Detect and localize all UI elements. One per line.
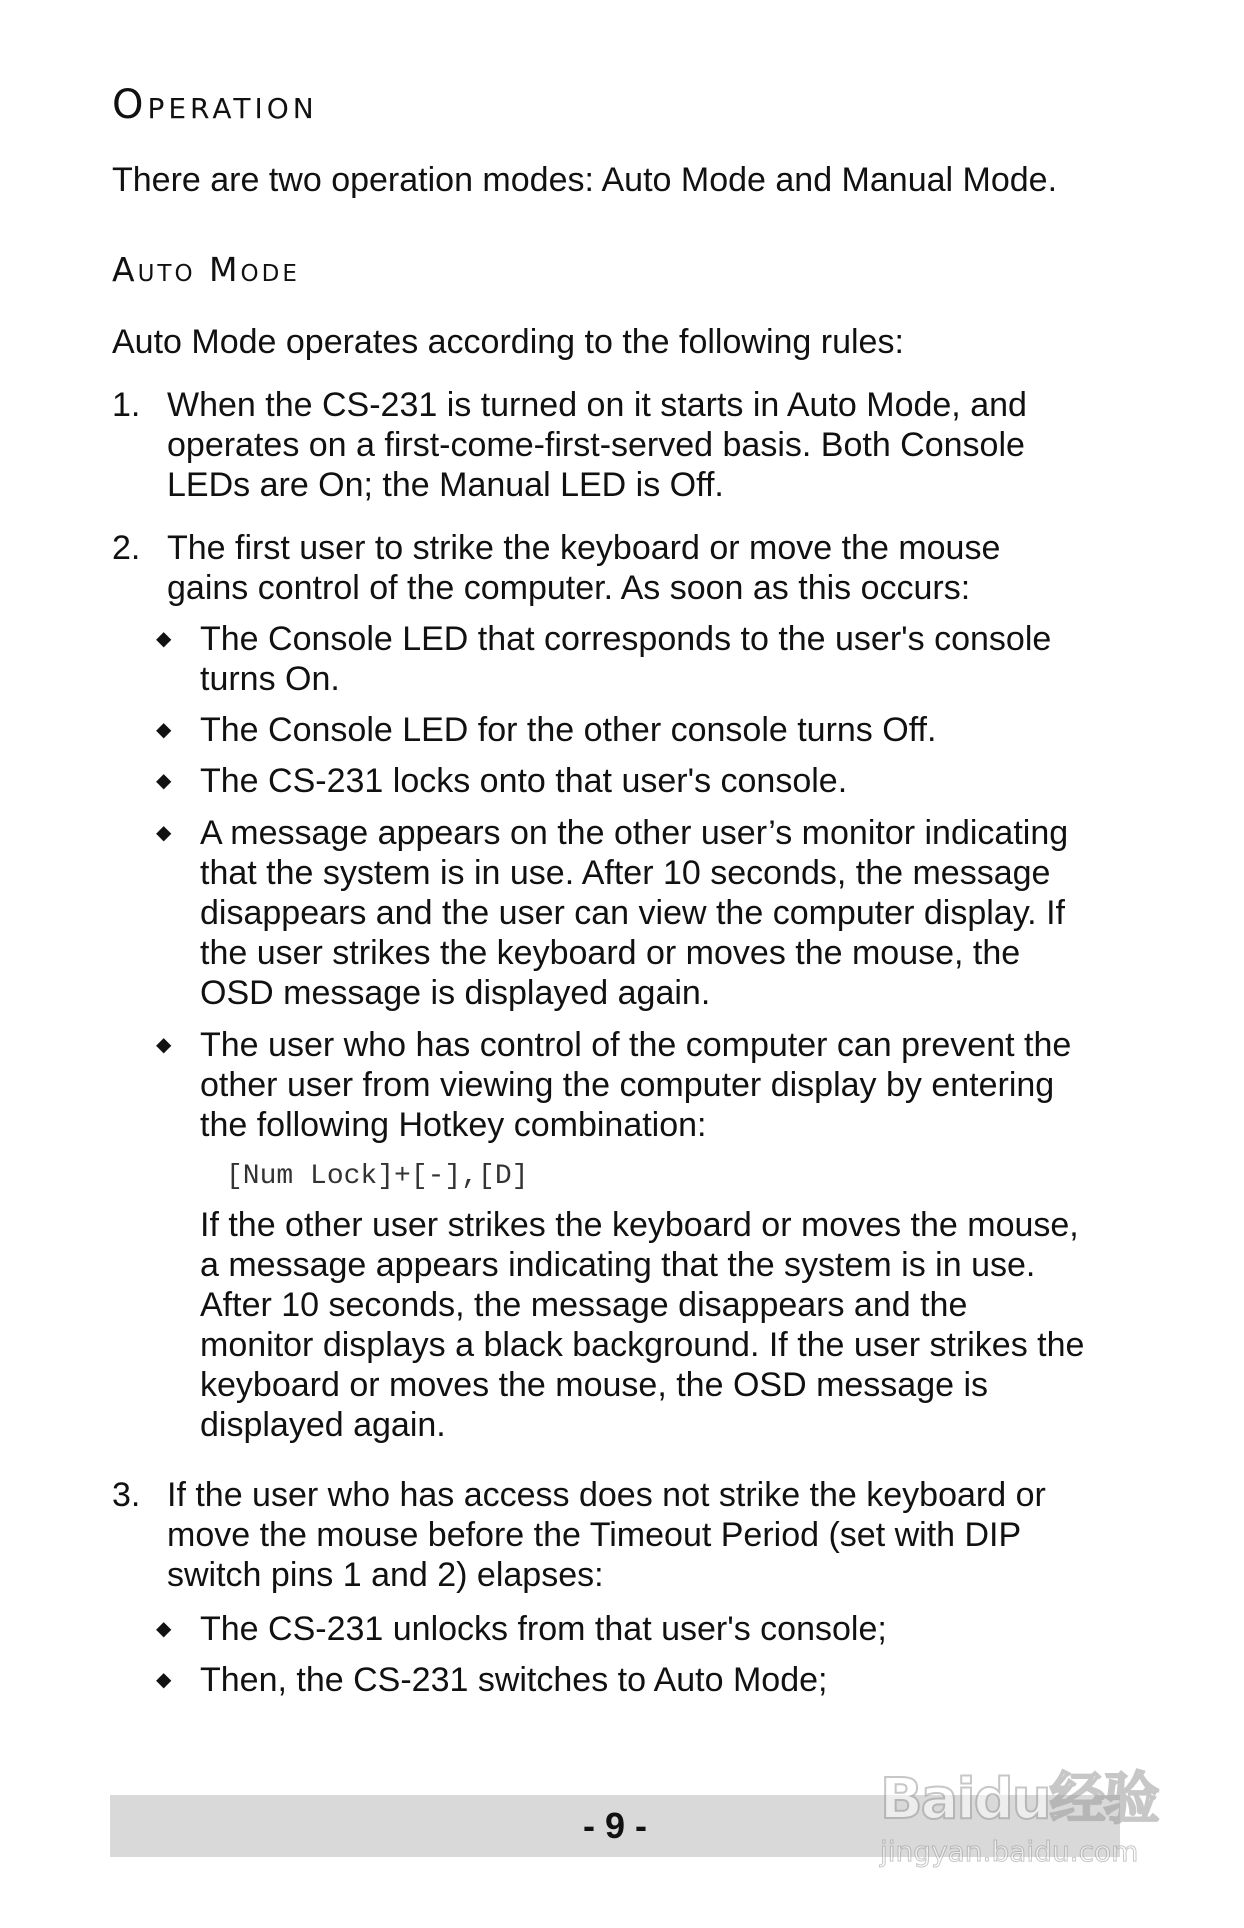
hotkey-combination: [Num Lock]+[-],[D] [226,1161,529,1192]
text-line: OSD message is displayed again. [200,974,711,1012]
rule-text [167,1475,1127,1595]
rule-number: 1. [112,386,141,424]
diamond-bullet-icon: ◆ [156,628,172,650]
text-line: When the CS-231 is turned on it starts in Auto Mode, and [167,386,1027,424]
text-line: switch pins 1 and 2) elapses: [167,1556,604,1594]
text-line: If the other user strikes the keyboard or moves the mouse, [200,1206,1079,1244]
section-title: Operation [112,82,318,128]
text-line: After 10 seconds, the message disappears and the [200,1286,968,1324]
rule-number: 3. [112,1476,141,1514]
text-line: other user from viewing the computer display by entering [200,1066,1055,1104]
watermark [880,1730,1180,1880]
text-line: that the system is in use. After 10 seconds, the message [200,854,1051,892]
text-line: disappears and the user can view the computer display. If [200,894,1065,932]
text-line: a message appears indicating that the system is in use. [200,1246,1036,1284]
diamond-bullet-icon: ◆ [156,1034,172,1056]
text-line: keyboard or moves the mouse, the OSD message is [200,1366,989,1404]
text-line: the following Hotkey combination: [200,1106,707,1144]
text-line: monitor displays a black background. If the user strikes the [200,1326,1085,1364]
diamond-bullet-icon: ◆ [156,770,172,792]
text-line: operates on a first-come-first-served basis. Both Console [167,426,1025,464]
rule-text [167,528,1127,608]
diamond-bullet-icon: ◆ [156,719,172,741]
subsection-title: Auto Mode [112,250,300,289]
diamond-bullet-icon: ◆ [156,1618,172,1640]
text-line: A message appears on the other user’s monitor indicating [200,814,1069,852]
watermark-logo: Baidu经验 [880,1767,1158,1832]
text-line: Then, the CS-231 switches to Auto Mode; [200,1661,828,1699]
page-number: - 9 - [582,1805,647,1846]
rule-number: 2. [112,529,141,567]
text-line: displayed again. [200,1406,446,1444]
text-line: The Console LED that corresponds to the user's console [200,620,1052,658]
text-line: The first user to strike the keyboard or move the mouse [167,529,1001,567]
text-line: move the mouse before the Timeout Period (set with DIP [167,1516,1022,1554]
text-line: gains control of the computer. As soon as this occurs: [167,569,971,607]
text-line: turns On. [200,660,340,698]
text-line: The CS-231 locks onto that user's console. [200,762,848,800]
diamond-bullet-icon: ◆ [156,822,172,844]
rule-text [167,385,1127,505]
auto-mode-lead: Auto Mode operates according to the following rules: [112,323,904,361]
text-line: The Console LED for the other console turns Off. [200,711,937,749]
watermark-url: jingyan.baidu.com [880,1835,1139,1868]
diamond-bullet-icon: ◆ [156,1669,172,1691]
text-line: The user who has control of the computer can prevent the [200,1026,1072,1064]
text-line: LEDs are On; the Manual LED is Off. [167,466,724,504]
text-line: If the user who has access does not strike the keyboard or [167,1476,1046,1514]
text-line: The CS-231 unlocks from that user's console; [200,1610,887,1648]
text-line: the user strikes the keyboard or moves the mouse, the [200,934,1021,972]
intro-paragraph: There are two operation modes: Auto Mode and Manual Mode. [112,161,1058,199]
